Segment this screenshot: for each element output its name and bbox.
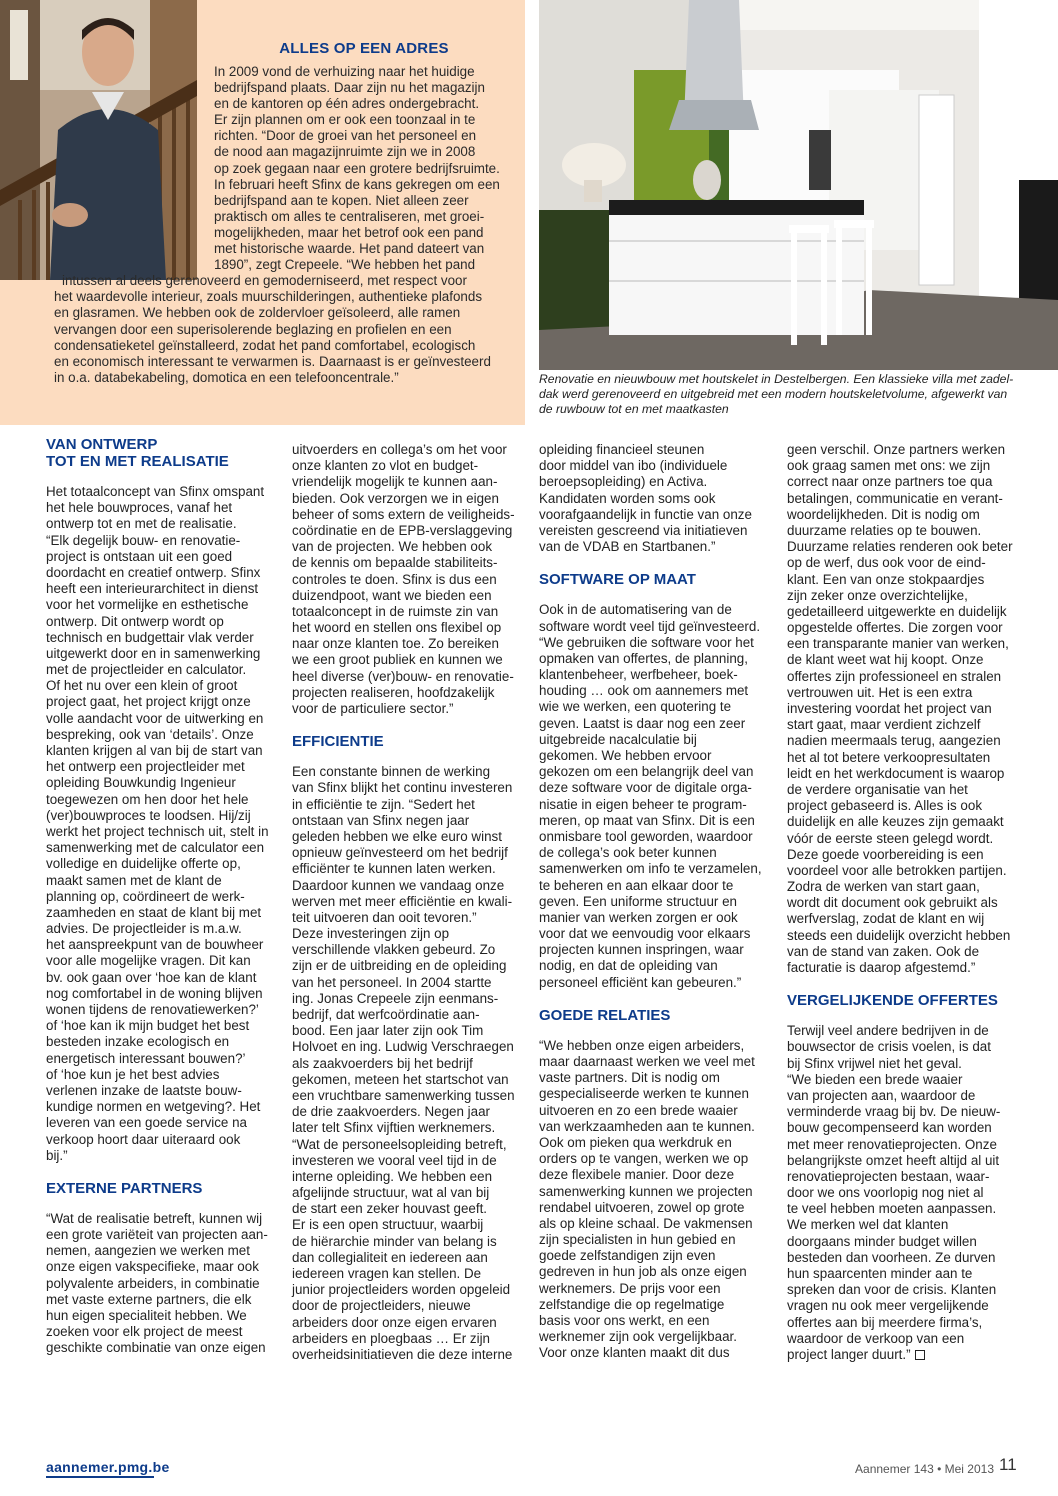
text-line: woordelijkheden. Dit is nodig om [787,506,980,522]
paragraph [539,1038,771,1362]
text-line: meren, op maat van Sfinx. Dit is een [539,812,755,828]
text-line: geven. Laatst is daar nog een zeer [539,715,746,731]
text-line: bespreking, ook van ‘details’. Onze [46,726,254,742]
text-line: offertes zijn professioneel en stralen [787,668,1002,684]
text-line: met vaste externe partners, die elk [46,1291,252,1307]
text-line: vaste partners. Dit is nodig om [539,1070,720,1086]
text-line: deze flexibele manier. Door deze [539,1167,735,1183]
text-line: beroepsopleiding) en Activa. [539,474,708,490]
text-line: afgelijnde structuur, wat al van bij [292,1185,490,1201]
text-line: door we ons voorlopig nog niet al [787,1185,984,1201]
text-line: het woord en stellen ons flexibel op [292,620,502,636]
text-line: Er zijn plannen om er ook een toonzaal in te [214,112,476,128]
text-line: overheidsinitiatieven die deze interne [292,1346,513,1362]
text-line: onze eigen vakspecifieke, maar ook [46,1259,259,1275]
text-line: in efficiëntie te zijn. “Sedert het [292,796,475,812]
text-line: dan collegialiteit en iedereen aan [292,1249,488,1265]
text-line: de ruwbouw tot en met maatkasten [539,402,729,416]
text-line: coördinatie en de EPB-verslaggeving [292,522,513,538]
text-line: rendabel uitvoeren, zowel op grote [539,1199,745,1215]
text-line: en de kantoren op één adres ondergebracht. [214,96,480,112]
paragraph [787,1023,1019,1363]
text-line: door middel van ibo (individuele [539,458,728,474]
text-line: interne opleiding. We hebben een [292,1168,493,1184]
text-line: en economisch interessant te verwarmen is. Daarnaast is er geïnvesteerd [54,353,491,369]
text-line: met historische waarde. Het pand dateert van [214,241,485,257]
text-line: basis voor ons werkt, en een [539,1313,710,1328]
text-line: doorgaans minder budget willen [787,1233,977,1249]
text-line: verschillende vlakken gebeurd. Zo [292,942,496,958]
text-line: te beheren en aan elkaar door te [539,877,734,893]
text-line: Ook in de automatisering van de [539,602,732,618]
text-line: onze klanten zo vlot en budget- [292,458,479,474]
sidebar-box [0,0,525,425]
text-line: praktisch om alles te centraliseren, met groei- [214,208,485,224]
text-line: toegewezen om hen door het hele [46,791,249,807]
text-line: Renovatie en nieuwbouw met houtskelet in Destelbergen. Een klassieke villa met zadel- [539,372,1014,386]
text-line: maakt samen met de klant de [46,872,222,888]
text-line: energetisch interessant bouwen?’ [46,1050,246,1066]
text-line: de klant weet wat hij koopt. Onze [787,652,984,668]
text-line: klant. Een van onze stokpaardjes [787,571,985,587]
text-line: voorafgaandelijk in functie van onze [539,506,752,522]
text-line: richten. “Door de groei van het personeel en [214,128,477,144]
text-line: teit uitvoeren dan ooit tevoren.” [292,909,477,925]
text-line: of ‘hoe kan ik mijn budget het best [46,1018,250,1034]
text-line: gespecialiseerde werken te kunnen [539,1086,749,1102]
text-line: Er is een open structuur, waarbij [292,1217,484,1233]
text-line: vóór de eerste steen gelegd wordt. [787,830,994,846]
text-line: bij.” [46,1147,68,1163]
kitchen-photo [539,0,1058,370]
text-line: In februari heeft Sfinx de kans gekregen om een [214,176,500,192]
text-line: naar onze klanten toe. Zo bereiken [292,636,499,652]
text-line: werfverslag, zodat de klant en wij [787,911,985,927]
heading-line: VAN ONTWERP [46,436,158,453]
text-line: als zaakvoerders bij het bedrijf [292,1055,473,1071]
text-line: leveren van een goede service na [46,1115,247,1131]
footer-underline [46,1476,154,1478]
paragraph [292,764,524,1363]
text-line: nadien meermaals terug, aangezien [787,733,1001,749]
text-line: van Sfinx blijkt het continu investeren [292,780,513,796]
text-line: later telt Sfinx vijftien werknemers. [292,1120,496,1136]
text-line: ontstaan van Sfinx negen jaar [292,812,470,828]
text-line: correct naar onze partners toe qua [787,474,993,490]
text-line: duidelijk en alle keuzes zijn gemaakt [787,814,1004,830]
text-line: Daardoor kunnen we vandaag onze [292,877,505,893]
text-line: maar daarnaast werken we veel met [539,1054,755,1069]
text-line: Terwijl veel andere bedrijven in de [787,1023,989,1039]
text-line: gedreven in hun job als onze eigen [539,1264,747,1280]
text-line: verminderde vraag bij bv. De nieuw- [787,1104,1001,1120]
text-line: Deze investeringen zijn op [292,926,450,942]
text-line: de hiërarchie minder van belang is [292,1233,497,1249]
text-line: Een constante binnen de werking [292,764,491,780]
text-line: “We bieden een brede waaier [787,1071,963,1087]
text-line: vragen nu ook meer vergelijkende [787,1298,989,1314]
text-line: Kandidaten worden soms ook [539,490,716,506]
text-line: samenwerken om info te verzamelen, [539,861,762,877]
text-line: We merken wel dat klanten [787,1217,949,1233]
heading-van-ontwerp [46,436,278,470]
text-line: belangrijkste omzet heeft altijd al uit [787,1152,1000,1168]
text-line: spreken dan voor de crisis. Klanten [787,1282,997,1298]
text-line: renovatieprojecten bestaan, waar- [787,1168,990,1184]
text-line: steeds een duidelijk overzicht hebben [787,927,1011,943]
text-line: goede zelfstandigen zijn even [539,1248,716,1264]
text-line: projecten realiseren, hoofdzakelijk [292,684,495,700]
text-line: werkt het project technisch uit, stelt in [46,823,269,839]
text-line: technisch en budgettair vlak verder [46,629,254,645]
text-line: voor het vormelijke en esthetische [46,597,249,613]
text-line: uitgewerkt door en in samenwerking [46,645,261,661]
text-line: manier van werken zorgen er ook [539,909,738,925]
text-line: ing. Jonas Crepeele zijn eenmans- [292,990,499,1006]
heading-line: TOT EN MET REALISATIE [46,453,229,470]
text-line: geleden hebben we elke euro winst [292,828,502,844]
text-line: Deze goede voorbereiding is een [787,846,984,862]
box-title: ALLES OP EEN ADRES [279,40,449,57]
text-line: voordeel voor alle betrokken partijen. [787,862,1007,878]
column-1 [46,436,278,1357]
text-line: duurzame relaties op te bouwen. [787,522,982,538]
text-line: project gebaseerd is. Alles is ook [787,798,983,814]
text-line: verlenen inzake de laatste bouw- [46,1082,242,1098]
text-line: polyvalente arbeiders, in combinatie [46,1275,260,1291]
text-line: het aanspreekpunt van de bouwheer [46,937,264,953]
text-line: bedrijfspand aan te kopen. Niet alleen zeer [214,192,469,208]
text-line: vereisten gescreend via initiatieven [539,522,748,538]
text-line: ook graag samen met ons: we zijn [787,458,991,474]
text-line: zoeken voor elk project de meest [46,1324,243,1340]
text-line: gekomen. We hebben ervoor [539,748,712,763]
text-line: zelfstandige die op regelmatige [539,1296,725,1312]
text-line: uitgebreide nacalculatie bij [539,731,697,747]
paragraph [787,442,1019,976]
text-line: ontwerp tot en met de realisatie. [46,516,237,532]
text-line: start gaat, maar verdient zichzelf [787,717,981,733]
heading-efficientie: EFFICIENTIE [292,733,384,751]
text-line: heel diverse (ver)bouw- en renovatie- [292,668,514,684]
text-line: volledige en duidelijke offerte op, [46,856,241,872]
text-line: intussen al deels gerenoveerd en gemoderniseerd, met respect voor [62,273,467,289]
heading-goede-relaties: GOEDE RELATIES [539,1006,671,1024]
text-line: In 2009 vond de verhuizing naar het huidige [214,64,475,79]
text-line: een grote variëteit van projecten aan- [46,1227,268,1243]
text-line: beheer of soms extern de veiligheids- [292,506,515,522]
text-line: junior projectleiders worden opgeleid [292,1282,511,1298]
column-2 [292,442,524,1363]
text-line: bouw gecompenseerd kan worden [787,1120,992,1136]
text-line: vriendelijk mogelijk te kunnen aan- [292,474,498,490]
text-line: opnieuw geïnvesteerd om het bedrijf [292,845,508,861]
text-line: als op kleine schaal. De vakmensen [539,1215,753,1231]
text-line: leidt en het werkdocument is waarop [787,765,1005,781]
box-body [0,64,520,386]
text-line: opgestelde offertes. Die zorgen voor [787,620,1003,636]
text-line: de nood aan magazijnruimte zijn we in 2008 [214,144,476,160]
text-line: geschikte combinatie van onze eigen [46,1340,266,1356]
text-line: voor dat we eenvoudig voor elkaars [539,926,751,942]
text-line: door de projectleiders, nieuwe [292,1298,471,1314]
text-line: de verdere organisatie van het [787,781,968,797]
text-line: Het totaalconcept van Sfinx omspant [46,484,265,499]
text-line: gekomen, meteen het startschot van [292,1071,509,1087]
text-line: een vruchtbare samenwerking tussen [292,1087,515,1103]
text-line: of ‘hoe kun je het best advies [46,1066,220,1082]
text-line: van het personeel. In 2004 startte [292,974,492,990]
paragraph [46,484,278,1164]
text-line: geen verschil. Onze partners werken [787,442,1006,457]
text-line: efficiënter te kunnen laten werken. [292,861,496,877]
text-line: werknemer zijn ook vergelijkbaar. [539,1329,737,1345]
text-line: facturatie is daarop afgestemd.” [787,960,976,975]
text-line: Ook om pieken qua werkdruk en [539,1134,732,1150]
text-line: Zodra de werken van start gaan, [787,879,980,895]
text-line: de kennis om bepaalde stabiliteits- [292,555,498,571]
end-square-icon [915,1350,925,1360]
text-line: totaalconcept in de ruimste zin van [292,603,499,619]
text-line: wordt dit document ook gebruikt als [787,895,998,911]
text-line: voor de particuliere sector.” [292,701,454,716]
text-line: ontwerp. Dit ontwerp wordt op [46,613,224,629]
text-line: zijn zeker onze overzichtelijke, [787,587,968,603]
text-line: gekozen om een belangrijk deel van [539,764,754,780]
text-line: Voor onze klanten maakt dit dus [539,1345,730,1361]
text-line: zijn specialisten in hun gebied en [539,1232,736,1248]
text-line: besteden dan voorheen. Ze durven [787,1249,996,1265]
text-line: met meer renovatieprojecten. Onze [787,1136,997,1152]
text-line: investeren we vooral veel tijd in de [292,1152,497,1168]
text-line: bv. ook gaan over ‘hoe kan de klant [46,969,257,985]
footer-url-link[interactable]: aannemer.pmg.be [46,1459,170,1475]
text-line: uitvoerders en collega’s om het voor [292,442,507,457]
text-line: bedrijf, dat werfcoördinatie aan- [292,1007,480,1022]
text-line: “Elk degelijk bouw- en renovatie- [46,532,241,548]
text-line: samenwerking met de calculator een [46,840,265,856]
text-line: orders op te vangen, werken we op [539,1151,749,1167]
text-line: projecten kunnen inspringen, waar [539,942,744,958]
text-line: van de VDAB en Startbanen.” [539,539,716,555]
text-line: besteden inzake ecologisch en [46,1034,230,1050]
text-line: nisatie in eigen beheer te program- [539,796,747,812]
text-line: in o.a. databekabeling, domotica en een telefooncentrale.” [54,369,399,385]
column-3 [539,442,771,1362]
text-line: “We gebruiken die software voor het [539,634,754,650]
text-line: “Wat de realisatie betreft, kunnen wij [46,1210,263,1226]
text-line: software wordt veel tijd geïnvesteerd. [539,618,761,634]
text-line: bood. Een jaar later zijn ook Tim [292,1023,484,1039]
text-line: offertes aan bij meerdere firma’s, [787,1314,983,1330]
heading-externe-partners: EXTERNE PARTNERS [46,1179,203,1197]
text-line: met de projectleider en calculator. [46,662,247,678]
text-line: dak werd gerenoveerd en uitgebreid met een modern houtskeletvolume, afgewerkt van [539,387,1008,401]
text-line: doordacht en creatief ontwerp. Sfinx [46,564,261,580]
text-line: 1890”, zegt Crepeele. “We hebben het pand [214,257,476,273]
heading-software-op-maat: SOFTWARE OP MAAT [539,571,696,589]
text-line: arbeiders door onze eigen ervaren [292,1314,497,1330]
text-line: Holvoet en ing. Ludwig Verschraegen [292,1039,514,1055]
text-line: deze software voor de digitale orga- [539,780,752,796]
text-line: advies. De projectleider is m.a.w. [46,921,242,937]
text-line: bouwsector de crisis voelen, is dat [787,1039,991,1055]
text-line: zijn er de uitbreiding en de opleiding [292,958,507,974]
text-line: van projecten aan, waardoor de [787,1087,976,1103]
text-line: iedereen vragen kan stellen. De [292,1266,482,1281]
text-line: project langer duurt.” [787,1347,1019,1363]
text-line: hun eigen specialiteit hebben. We [46,1308,247,1323]
text-line: de start een zeker houvast geeft. [292,1201,488,1217]
text-line: opleiding Bouwkundig Ingenieur [46,775,236,791]
paragraph [539,442,771,555]
text-line: arbeiders en ploegbaas … Er zijn [292,1330,490,1346]
text-line: wonen tijdens de renovatiewerken?’ [46,1002,259,1017]
paragraph [292,442,524,717]
text-line: te veel hebben moeten aanpassen. [787,1201,997,1217]
text-line: betalingen, communicatie en verant- [787,490,1003,506]
text-line: voor alle mogelijke vragen. Dit kan [46,953,251,969]
text-line: condensatieketel geïnstalleerd, zodat het pand comfortabel, ecologisch [54,337,476,353]
text-line: vertrouwen uit. Het is een extra [787,684,973,700]
text-line: wie we werken, een quotering te [539,699,732,715]
text-line: Of het nu over een klein of groot [46,678,238,694]
text-line: controles te doen. Sfinx is dus een [292,571,497,587]
text-line: mogelijkheden, maar het betrof ook een pand [214,224,484,240]
text-line: de drie zaakvoerders. Negen jaar [292,1104,490,1120]
text-line: klantenbeheer, werfbeheer, boek- [539,667,738,683]
text-line: klanten krijgen al van bij de start van [46,743,263,758]
text-line: onmisbare tool geworden, waardoor [539,828,753,844]
text-line: planning op, coördineert de werk- [46,888,245,904]
text-line: hun spaarcenten minder aan te [787,1266,973,1281]
text-line: verkoop hoort daar uiteraard ook [46,1131,241,1147]
text-line: volle aandacht voor de uitwerking en [46,710,264,726]
text-line: Duurzame relaties renderen ook beter [787,539,1013,555]
text-line: het al tot betere verkoopresultaten [787,749,991,765]
text-line: het hele bouwproces, vanaf het [46,500,233,516]
text-line: van de projecten. We hebben ook [292,539,493,555]
text-line: investering voordat het project van [787,701,992,716]
text-line: bieden. Ook verzorgen we in eigen [292,490,499,506]
text-line: opleiding financieel steunen [539,442,705,457]
text-line: waardoor de verkoop van een [787,1330,965,1346]
text-line: op de werf, dus ook voor de eind- [787,555,986,571]
text-line: en glasramen. We hebben ook de zoldervloer geïsoleerd, alle ramen [54,305,461,321]
text-line: we een groot publiek en kunnen we [292,652,503,668]
text-line: vervangen door een superisolerende beglazing en profielen en een [54,321,452,337]
text-line: van werkzaamheden aan te kunnen. [539,1118,755,1134]
text-line: houding … ook om aannemers met [539,683,749,699]
text-line: het ontwerp een projectleider met [46,759,245,775]
paragraph [539,602,771,991]
text-line: nemen, aangezien we werken met [46,1243,250,1259]
text-line: “We hebben onze eigen arbeiders, [539,1037,745,1053]
page-number: 11 [999,1455,1017,1474]
text-line: bij Sfinx vrijwel niet het geval. [787,1055,962,1071]
column-4 [787,442,1019,1363]
text-line: “Wat de personeelsopleiding betreft, [292,1136,507,1152]
text-line: gedetailleerd uitgewerkte en duidelijk [787,603,1007,619]
paragraph [46,1211,278,1357]
text-line: bedrijfspand plaats. Daar zijn nu het magazijn [214,80,485,96]
text-line: project is ontstaan uit een goed [46,548,233,564]
text-line: duizendpoot, want we bieden een [292,587,492,603]
text-line: van de stand van zaken. Ook de [787,943,980,959]
photo-caption [539,372,1051,417]
text-line: geven. Een uniforme structuur en [539,893,737,909]
text-line: personeel efficiënt kan gebeuren.” [539,974,742,990]
heading-vergelijkende-offertes: VERGELIJKENDE OFFERTES [787,992,998,1010]
footer-issue: Aannemer 143 • Mei 2013 [855,1462,994,1476]
text-line: het waardevolle interieur, zoals muurschilderingen, authentieke plafonds [54,289,483,305]
text-line: werknemers. De prijs voor een [539,1280,721,1296]
text-line: nodig, en dat de opleiding van [539,958,718,974]
text-line: opmaken van offertes, de planning, [539,650,748,666]
text-line: project gaat, het project krijgt onze [46,694,251,710]
text-line: kundige normen en wetgeving?. Het [46,1099,261,1115]
text-line: een transparante manier van werken, [787,636,1009,652]
text-line: op zoek gegaan naar een grotere bedrijfsruimte. [214,160,500,176]
text-line: zaamheden en staat de klant bij met [46,904,262,920]
text-line: werven met meer efficiëntie en kwali- [292,893,513,909]
text-line: samenwerking kunnen we projecten [539,1183,753,1199]
text-line: de collega’s ook beter kunnen [539,845,717,861]
text-line: (ver)bouwproces te loodsen. Hij/zij [46,807,251,823]
text-line: uitvoeren en zo een brede waaier [539,1102,738,1118]
text-line: nog comfortabel in de woning blijven [46,985,263,1001]
text-line: heeft een interieurarchitect in dienst [46,581,259,597]
